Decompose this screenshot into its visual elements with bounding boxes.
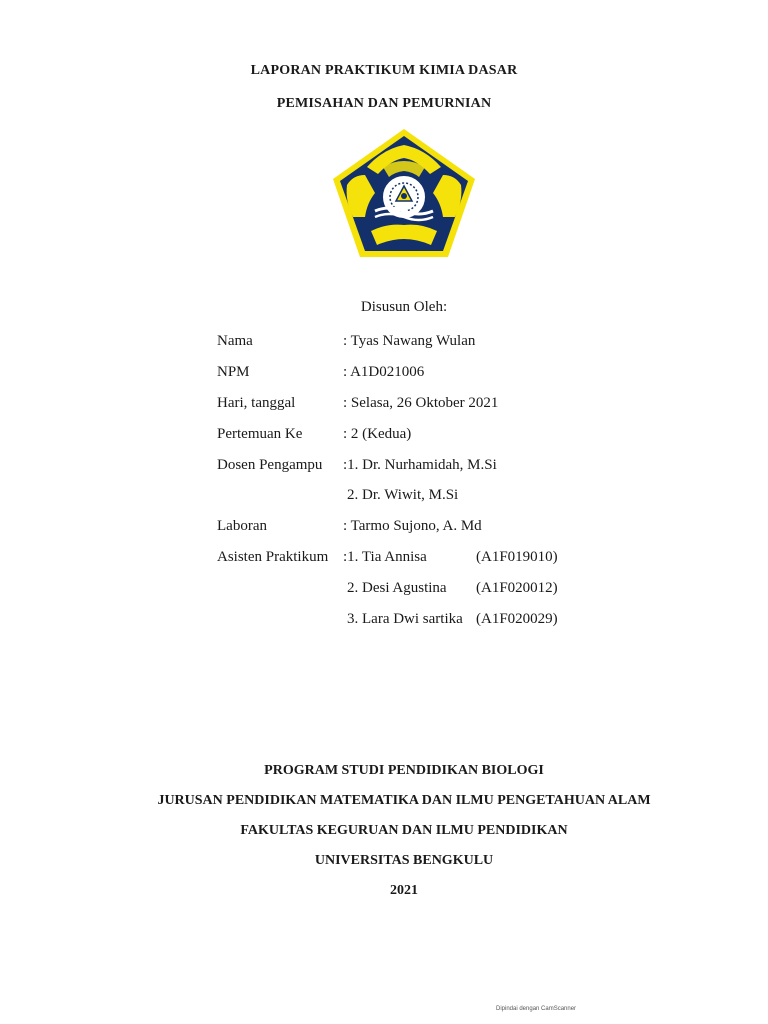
asisten-name-2: 2. Desi Agustina	[347, 580, 447, 596]
field-value-hari: : Selasa, 26 Oktober 2021	[343, 395, 499, 411]
field-value-dosen-2: 2. Dr. Wiwit, M.Si	[347, 487, 459, 503]
field-label-asisten: Asisten Praktikum	[217, 549, 329, 565]
asisten-code-3: (A1F020029)	[476, 611, 558, 627]
university-seal-icon	[331, 127, 477, 259]
field-label-pertemuan: Pertemuan Ke	[217, 426, 303, 442]
footer-university: UNIVERSITAS BENGKULU	[314, 853, 494, 868]
report-subtitle: PEMISAHAN DAN PEMURNIAN	[276, 96, 492, 111]
field-label-hari: Hari, tanggal	[217, 395, 296, 411]
field-value-npm: : A1D021006	[343, 364, 425, 380]
report-title: LAPORAN PRAKTIKUM KIMIA DASAR	[250, 63, 518, 78]
field-label-dosen: Dosen Pengampu	[217, 457, 323, 473]
asisten-code-1: (A1F019010)	[476, 549, 558, 565]
prepared-by-heading: Disusun Oleh:	[360, 299, 448, 315]
footer-study-program: PROGRAM STUDI PENDIDIKAN BIOLOGI	[264, 763, 544, 778]
asisten-name-3: 3. Lara Dwi sartika	[347, 611, 463, 627]
field-label-npm: NPM	[217, 364, 250, 380]
field-value-nama: : Tyas Nawang Wulan	[343, 333, 476, 349]
footer-faculty: FAKULTAS KEGURUAN DAN ILMU PENDIDIKAN	[240, 823, 568, 838]
field-label-laboran: Laboran	[217, 518, 267, 534]
field-value-laboran: : Tarmo Sujono, A. Md	[343, 518, 482, 534]
asisten-name-1: :1. Tia Annisa	[343, 549, 427, 565]
asisten-code-2: (A1F020012)	[476, 580, 558, 596]
scanner-watermark: Dipindai dengan CamScanner	[496, 1006, 577, 1012]
footer-year: 2021	[390, 883, 418, 898]
field-label-nama: Nama	[217, 333, 253, 349]
footer-department: JURUSAN PENDIDIKAN MATEMATIKA DAN ILMU PENGETAHUAN ALAM	[157, 793, 651, 808]
field-value-pertemuan: : 2 (Kedua)	[343, 426, 412, 442]
field-value-dosen-1: :1. Dr. Nurhamidah, M.Si	[343, 457, 497, 473]
